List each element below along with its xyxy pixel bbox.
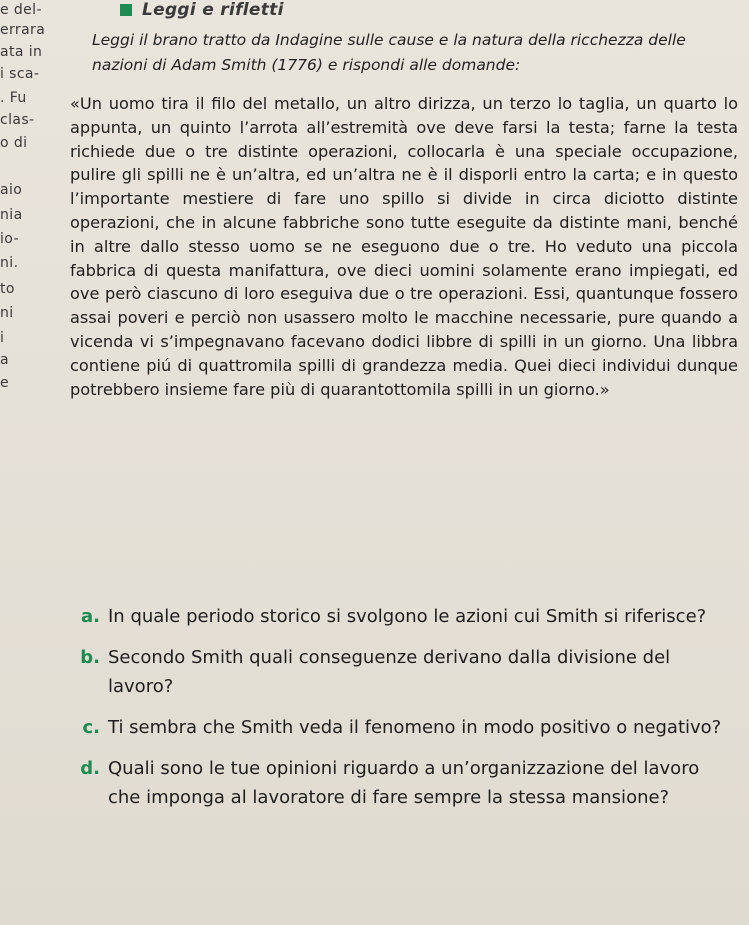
margin-fragment: i <box>0 330 5 346</box>
question-letter: c. <box>82 717 100 738</box>
exercise-instructions: Leggi il brano tratto da Indagine sulle cause e la natura della ricchezza delle nazioni di Adam Smith (1776) e rispondi alle domande: <box>92 31 686 74</box>
question-text: Quali sono le tue opinioni riguardo a un’organizzazione del lavoro che imponga al lavoratore di fare sempre la stessa mansione? <box>108 758 700 808</box>
square-bullet-icon <box>120 4 132 16</box>
quote-text: «Un uomo tira il filo del metallo, un altro dirizza, un terzo lo taglia, un quarto lo appunta, un quinto l’arrota all’estremità ove deve farsi la testa; farne la testa richiede due o tre distinte operazioni, collocarla è una speciale occupazione, pulire gli spilli ne è un’altra, ed un’altra ne è il disporli entro la carta; e in questo l’importante mestiere di fare uno spillo si divide in circa diciotto distinte operazioni, che in alcune fabbriche sono tutte eseguite da distinte mani, benché in altre dallo stesso uomo se ne eseguono due o tre. Ho veduto una piccola fabbrica di questa manifattura, ove dieci uomini solamente erano impiegati, ed ove però ciascuno di loro eseguiva due o tre operazioni. Essi, quantunque fossero assai poveri e perciò non usassero molto le macchine necessarie, pure quando a vicenda vi s’impegnavano facevano dodici libbre di spilli in un giorno. Una libbra contiene piú di quattromila spilli di grandezza media. Quei dieci individui dunque potrebbero insieme fare più di quarantottomila spilli in un giorno.» <box>70 94 738 399</box>
margin-fragment: aio <box>0 182 23 198</box>
margin-fragment: to <box>0 281 15 297</box>
margin-fragment: errara <box>0 22 46 38</box>
question-letter: b. <box>80 647 100 668</box>
section-title: Leggi e rifletti <box>142 0 284 20</box>
question-item <box>72 602 732 631</box>
margin-fragment: a <box>0 352 9 368</box>
question-item <box>72 754 732 812</box>
margin-fragment: e <box>0 375 10 391</box>
margin-fragment: ni <box>0 305 14 321</box>
margin-fragment: i sca- <box>0 66 40 82</box>
margin-fragment: ata in <box>0 44 43 60</box>
question-letter: d. <box>80 758 100 779</box>
question-list <box>72 602 732 824</box>
margin-fragment: io- <box>0 231 19 247</box>
section-header <box>120 0 284 20</box>
question-text: Secondo Smith quali conseguenze derivano dalla divisione del lavoro? <box>108 647 671 697</box>
margin-fragment: clas- <box>0 112 35 128</box>
margin-fragment: e del- <box>0 2 42 18</box>
question-text: In quale periodo storico si svolgono le azioni cui Smith si riferisce? <box>108 606 707 627</box>
question-item <box>72 643 732 701</box>
margin-fragment: nia <box>0 207 23 223</box>
left-margin-fragments <box>0 0 70 925</box>
margin-fragment: . Fu <box>0 90 27 106</box>
question-letter: a. <box>81 606 100 627</box>
question-item <box>72 713 732 742</box>
quoted-passage <box>70 92 738 401</box>
question-text: Ti sembra che Smith veda il fenomeno in modo positivo o negativo? <box>108 717 722 738</box>
margin-fragment: ni. <box>0 255 19 271</box>
margin-fragment: o di <box>0 135 28 151</box>
